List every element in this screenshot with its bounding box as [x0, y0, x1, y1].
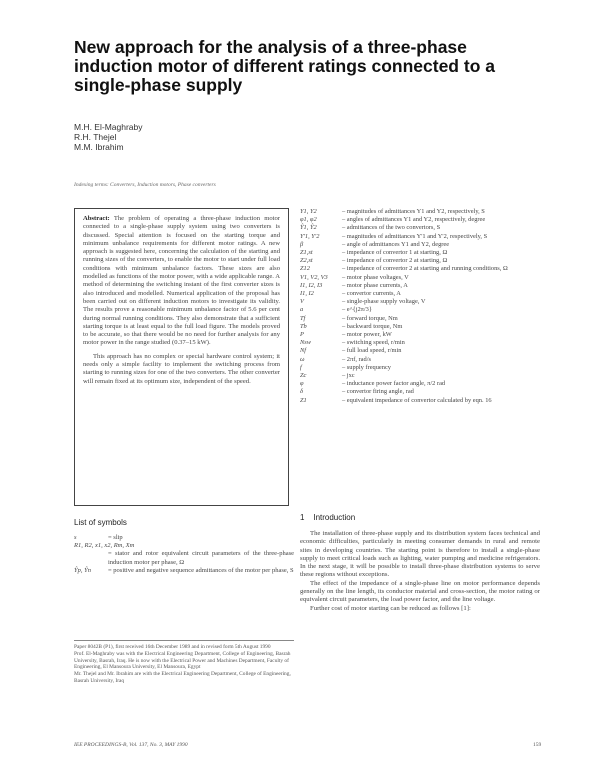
footnote	[74, 640, 294, 685]
indexing-terms: Indexing terms: Converters, Induction motors, Phase converters	[74, 182, 216, 188]
symbol-row	[300, 364, 540, 372]
symbol-definition: – magnitudes of admittances Y'1 and Y'2, respectively, S	[342, 232, 488, 240]
symbol-row	[300, 388, 540, 396]
symbol-row	[74, 542, 294, 567]
symbol-definition: – single-phase supply voltage, V	[342, 298, 426, 306]
symbol-row	[300, 380, 540, 388]
journal-footer: IEE PROCEEDINGS-B, Vol. 137, No. 3, MAY 1990	[74, 742, 188, 748]
section-number: 1	[300, 513, 305, 522]
symbol: Y'1, Y'2	[300, 232, 320, 240]
symbol: Ŷp, Ŷn	[74, 566, 91, 574]
intro-paragraph: Further cost of motor starting can be reduced as follows [1]:	[310, 604, 471, 612]
author-name: M.M. Ibrahim	[74, 142, 124, 152]
symbol: Zc	[300, 372, 307, 380]
symbol: Nf	[300, 347, 307, 355]
abstract-label: Abstract:	[83, 215, 110, 222]
symbol-definition: – motor phase voltages, V	[342, 273, 409, 281]
symbol: a	[300, 306, 304, 314]
symbol-definition: – equivalent impedance of convertor calculated by eqn. 16	[342, 396, 492, 404]
symbol-row	[300, 315, 540, 323]
symbol-row	[300, 372, 540, 380]
symbol-row	[300, 241, 540, 249]
symbol-row	[300, 233, 540, 241]
symbol-definition: – impedance of convertor 2 at starting, Ω	[342, 257, 448, 265]
intro-paragraph: The effect of the impedance of a single-phase line on motor performance depends generally on the line length, its conductor material and cross-section, the motor rating or equivalent circuit parameters, the load power factor, and the line voltage.	[300, 579, 540, 604]
symbol-row	[300, 347, 540, 355]
abstract-box	[74, 208, 289, 506]
symbol-row	[74, 567, 294, 575]
symbol-definition: – jxc	[342, 372, 355, 380]
symbol-definition: – full load speed, r/min	[342, 347, 402, 355]
list-of-symbols-heading: List of symbols	[74, 518, 127, 527]
symbol: Nsw	[300, 339, 312, 347]
footnote-author-2: Mr. Thejel and Mr. Ibrahim are with the Electrical Engineering Department, College of Engineering, Basrah University, Iraq	[74, 671, 291, 684]
symbol: V	[300, 298, 304, 306]
symbol: β	[300, 240, 304, 248]
introduction-heading	[300, 513, 355, 522]
symbol-row	[300, 356, 540, 364]
symbol-definition: – backward torque, Nm	[342, 322, 403, 330]
symbol-row	[300, 282, 540, 290]
symbol: Z12	[300, 265, 310, 273]
introduction-body	[300, 530, 540, 613]
abstract-text: The problem of operating a three-phase induction motor connected to a single-phase supply system using two converters is discussed. Special attention is focused on the starting torque and minimum unbalance requirements for different motor ratings. A new approach is suggested here, concerning the calculation of the starting and running sizes of the converters, to enable the motor to start under full load conditions with minimum unbalance factors. These sizes are also modelled as functions of the motor power, with a wide applicable range. A method of determining the switching instant of the first converter sizes is also introduced and modelled. Numerical application of the proposal has been carried out on different induction motors to investigate its validity. The results prove a reasonable minimum unbalance factor of 5.6 per cent during normal running conditions. They also demonstrate that a sufficient starting torque is at least equal to the full load figure. The models proved to be accurate, so that there would be no need for further analysis for any motor power in the range studied (0.37–15 kW).	[83, 215, 280, 347]
section-title: Introduction	[313, 513, 356, 522]
symbol-definition: – forward torque, Nm	[342, 314, 398, 322]
symbol-definition: – inductance power factor angle, π/2 rad	[342, 380, 446, 388]
symbol: ω	[300, 355, 305, 363]
symbol: φ	[300, 380, 304, 388]
symbol-definition: – supply frequency	[342, 363, 391, 371]
symbol-row	[300, 208, 540, 216]
symbol-row	[300, 323, 540, 331]
symbol: s	[74, 534, 77, 541]
author-name: M.H. El-Maghraby	[74, 122, 143, 132]
symbol-row	[300, 339, 540, 347]
symbol-definition: – 2πf, rad/s	[342, 355, 371, 363]
symbol: f	[300, 363, 302, 371]
symbol-row	[300, 298, 540, 306]
symbol: I1, I2, I3	[300, 281, 323, 289]
symbol-definition: – impedance of convertor 1 at starting, Ω	[342, 249, 448, 257]
abstract-paragraph	[83, 215, 280, 348]
symbol-definition: – convertor firing angle, rad	[342, 388, 414, 396]
footnote-author-1: Prof. El-Maghraby was with the Electrical Engineering Department, College of Engineering, Basrah University, Basrah, Iraq. He is now with the Electrical Power and Machines Department, Faculty of Engineering, El Mansoura University, El Mansoura, Egypt	[74, 650, 291, 671]
symbol: Z1,st	[300, 249, 313, 257]
footnote-received: Paper 8042B (P1), first received 16th December 1989 and in revised form 5th August 1990	[74, 644, 271, 650]
symbol: P	[300, 331, 304, 339]
symbol: V1, V2, V3	[300, 273, 328, 281]
symbol-definition: = positive and negative sequence admittances of the motor per phase, S	[108, 566, 294, 574]
symbol: Ŷ1, Ŷ2	[300, 224, 317, 232]
symbol-definition: – e^{j2π/3}	[342, 306, 372, 314]
symbol: R1, R2, x1, x2, Rm, Xm	[74, 542, 135, 550]
symbol-row	[300, 306, 540, 314]
list-of-symbols	[74, 534, 294, 575]
symbol-definition: = slip	[108, 534, 123, 541]
symbol-definition: – admittances of the two convertors, S	[342, 224, 441, 232]
symbol: Z1	[300, 396, 307, 404]
symbol-row	[300, 331, 540, 339]
intro-paragraph: The installation of three-phase supply and its distribution system faces technical and economic difficulties, particularly in meeting consumer demands in rural and remote sites in developing countries. The starting point is therefore to install a single-phase supply to meet critical loads such as lighting, water pumping and medicine refrigerators. In the next stage, it will be possible to install three-phase distribution systems to serve these regions without exceptions.	[300, 530, 540, 579]
symbol-row	[300, 290, 540, 298]
symbol-definition: – motor power, kW	[342, 331, 392, 339]
symbol-definition: – convertor currents, A	[342, 290, 401, 298]
symbol-definition: – angle of admittances Y1 and Y2, degree	[342, 240, 450, 248]
symbol-definition: – motor phase currents, A	[342, 281, 408, 289]
symbol-row	[300, 397, 540, 405]
abstract-paragraph-2: This approach has no complex or special hardware control system; it needs only a simple facility to implement the switching process from starting to running sizes for one of the two converters. The other converter will remain fixed at its optimum size, independent of the speed.	[83, 352, 280, 385]
symbol-definition: – switching speed, r/min	[342, 339, 405, 347]
page-number: 159	[533, 742, 542, 748]
symbol-definition: = stator and rotor equivalent circuit parameters of the three-phase induction motor per phase, Ω	[108, 550, 294, 566]
symbol: Tb	[300, 322, 307, 330]
symbol-row	[74, 534, 294, 542]
symbol-row	[300, 216, 540, 224]
symbol: Y1, Y2	[300, 208, 317, 215]
symbol: Tf	[300, 314, 306, 322]
symbol-definition: – angles of admittances Y1 and Y2, respectively, degree	[342, 216, 486, 224]
symbol: δ	[300, 388, 303, 396]
symbol-row	[300, 224, 540, 232]
symbol: φ1, φ2	[300, 216, 317, 224]
author-name: R.H. Thejel	[74, 132, 117, 142]
symbol-definition: – impedance of convertor 2 at starting and running conditions, Ω	[342, 265, 508, 273]
symbol: I1, I2	[300, 290, 314, 298]
symbol: Z2,st	[300, 257, 313, 265]
symbol-definition: – magnitudes of admittances Y1 and Y2, respectively, S	[342, 208, 485, 215]
paper-title: New approach for the analysis of a three-phase induction motor of different ratings connected to a single-phase supply	[74, 37, 495, 95]
symbol-row	[300, 257, 540, 265]
symbol-definitions-right	[300, 208, 540, 405]
author-list	[74, 122, 143, 152]
symbol-row	[300, 265, 540, 273]
symbol-row	[300, 274, 540, 282]
symbol-row	[300, 249, 540, 257]
